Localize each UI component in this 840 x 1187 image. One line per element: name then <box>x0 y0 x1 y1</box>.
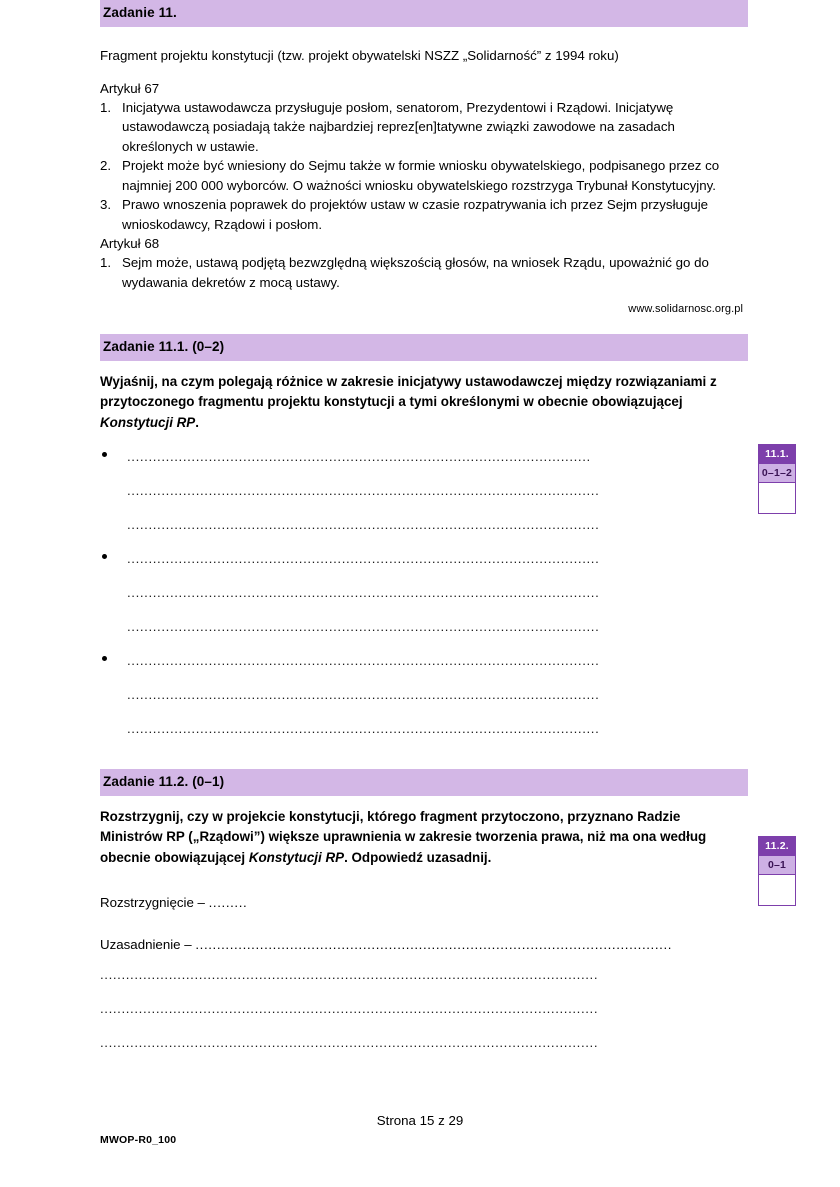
article-67-label: Artykuł 67 <box>100 80 160 96</box>
answer-row[interactable] <box>100 586 745 620</box>
answer-line[interactable]: .............................................................................................................. <box>127 586 600 600</box>
answer-row[interactable] <box>100 968 745 1002</box>
decision-input-line[interactable]: ......... <box>208 895 248 910</box>
list-item <box>100 195 745 234</box>
task-11-2-prompt <box>100 807 730 869</box>
list-item-number: 2. <box>100 158 112 173</box>
task-11-1-prompt-emphasis: Konstytucji RP <box>100 414 196 430</box>
answer-row[interactable] <box>100 450 745 484</box>
task-11-1-prompt <box>100 372 730 434</box>
list-item-number: 1. <box>100 99 112 115</box>
article-68-label: Artykuł 68 <box>100 236 160 251</box>
list-item <box>100 98 745 157</box>
task-11-1-heading-bar <box>100 334 748 361</box>
list-item-number: 1. <box>100 255 112 270</box>
score-box-11-1[interactable] <box>758 444 796 514</box>
score-box-11-2[interactable] <box>758 836 796 906</box>
answer-line[interactable]: .............................................................................................................. <box>127 688 600 702</box>
answer-row[interactable] <box>100 518 745 552</box>
task-11-1-answer-area[interactable] <box>100 450 745 756</box>
task-11-heading-bar <box>100 0 748 27</box>
answer-line[interactable]: .............................................................................................................. <box>127 484 600 498</box>
task-11-2-prompt-tail: . Odpowiedź uzasadnij. <box>344 849 492 865</box>
answer-line[interactable]: .............................................................................................................. <box>127 552 600 566</box>
list-item-text: Inicjatywa ustawodawcza przysługuje posłom, senatorom, Prezydentowi i Rządowi. Inicjatywę ustawodawczą posiadają także najbardziej reprez[en]tatywne związki zawodowe na zasadach określonych w ustawie. <box>122 99 675 154</box>
list-item <box>100 253 745 292</box>
page-content <box>100 0 745 1070</box>
score-box-11-2-id: 11.2. <box>759 837 795 855</box>
task-11-2-heading-label: Zadanie 11.2. (0–1) <box>103 774 225 789</box>
task-11-2-prompt-text: Rozstrzygnij, czy w projekcie konstytucji, którego fragment przytoczono, przyznano Radzie Ministrów RP („Rządowi”) większe uprawnienia w zakresie tworzenia prawa, niż ma ona według obecnie obowiązującej <box>100 808 707 865</box>
answer-row[interactable] <box>100 484 745 518</box>
page-number-footer: Strona 15 z 29 <box>376 1113 464 1128</box>
task-11-1-heading-label: Zadanie 11.1. (0–2) <box>103 339 225 354</box>
justification-label: Uzasadnienie – <box>100 937 196 952</box>
list-item-text: Prawo wnoszenia poprawek do projektów ustaw w czasie rozpatrywania ich przez Sejm przysługuje wnioskodawcy, Rządowi i posłom. <box>122 197 709 232</box>
score-box-11-2-points: 0–1 <box>759 855 795 875</box>
score-box-11-1-points: 0–1–2 <box>759 463 795 483</box>
answer-row[interactable] <box>100 688 745 722</box>
list-item <box>100 156 745 195</box>
bullet-icon <box>102 554 107 559</box>
answer-row[interactable] <box>100 552 745 586</box>
decision-field-row[interactable] <box>100 893 745 912</box>
task-11-1-prompt-tail: . <box>195 414 199 430</box>
answer-line[interactable]: .............................................................................................................. <box>127 654 600 668</box>
decision-label: Rozstrzygnięcie – <box>100 895 209 910</box>
answer-line[interactable]: .................................................................................................................... <box>100 968 599 982</box>
justification-input-line[interactable]: ............................................................................................................... <box>195 937 673 952</box>
answer-line[interactable]: .................................................................................................................... <box>100 1002 599 1016</box>
list-item-text: Sejm może, ustawą podjętą bezwzględną większością głosów, na wniosek Rządu, upoważnić go do wydawania dekretów z mocą ustawy. <box>122 255 709 290</box>
justification-field-row[interactable] <box>100 935 745 954</box>
answer-line[interactable]: ............................................................................................................ <box>127 450 591 464</box>
list-item-text: Projekt może być wniesiony do Sejmu także w formie wniosku obywatelskiego, podpisanego przez co najmniej 200 000 wyborców. O ważności wniosku obywatelskiego rozstrzyga Trybunał Konstytucyjny. <box>122 158 720 193</box>
answer-row[interactable] <box>100 722 745 756</box>
answer-row[interactable] <box>100 620 745 654</box>
answer-line[interactable]: .................................................................................................................... <box>100 1036 599 1050</box>
task-11-2-heading-bar <box>100 769 748 796</box>
task-11-heading-label: Zadanie 11. <box>103 5 177 20</box>
article-68-list <box>100 253 745 292</box>
answer-line[interactable]: .............................................................................................................. <box>127 722 600 736</box>
article-67-list <box>100 98 745 235</box>
task-11-intro-text: Fragment projektu konstytucji (tzw. projekt obywatelski NSZZ „Solidarność” z 1994 roku) <box>100 47 619 63</box>
bullet-icon <box>102 452 107 457</box>
score-box-11-1-entry[interactable] <box>759 483 795 513</box>
task-11-2-answer-area[interactable] <box>100 968 745 1070</box>
task-11-1-prompt-text: Wyjaśnij, na czym polegają różnice w zakresie inicjatywy ustawodawczej między rozwiązaniami z przytoczonego fragmentu projektu konstytucji a tymi określonymi w obecnie obowiązującej <box>100 373 717 409</box>
answer-row[interactable] <box>100 1002 745 1036</box>
answer-row[interactable] <box>100 654 745 688</box>
task-11-2-prompt-emphasis: Konstytucji RP <box>248 849 345 865</box>
bullet-icon <box>102 656 107 661</box>
list-item-number: 3. <box>100 197 112 212</box>
score-box-11-2-entry[interactable] <box>759 875 795 905</box>
sheet-code-footer: MWOP-R0_100 <box>100 1134 177 1146</box>
answer-row[interactable] <box>100 1036 745 1070</box>
source-attribution: www.solidarnosc.org.pl <box>628 303 743 315</box>
answer-line[interactable]: .............................................................................................................. <box>127 518 600 532</box>
answer-line[interactable]: .............................................................................................................. <box>127 620 600 634</box>
score-box-11-1-id: 11.1. <box>759 445 795 463</box>
